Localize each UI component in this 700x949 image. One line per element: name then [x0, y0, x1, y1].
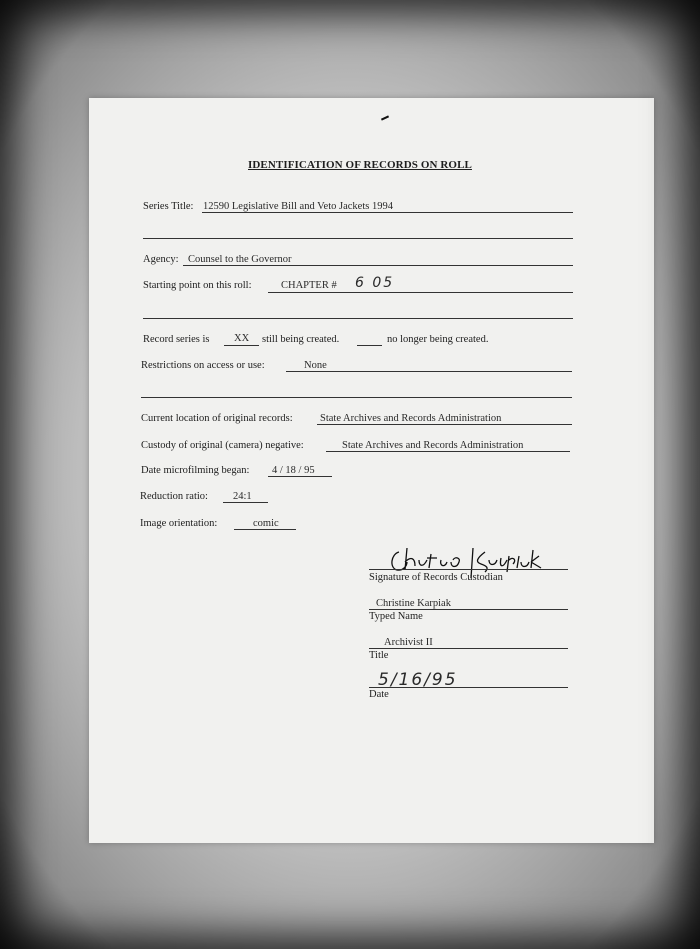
starting-point-line	[268, 292, 573, 293]
restrictions-line-2	[141, 397, 572, 398]
starting-point-line-2	[143, 318, 573, 319]
reduction-line	[223, 502, 268, 503]
form-title: IDENTIFICATION OF RECORDS ON ROLL	[248, 159, 472, 171]
date-line	[369, 687, 568, 688]
series-title-label: Series Title:	[143, 201, 194, 212]
orientation-value: comic	[253, 518, 279, 529]
signature-line	[369, 569, 568, 570]
starting-point-label: Starting point on this roll:	[143, 280, 252, 291]
reduction-value: 24:1	[233, 491, 252, 502]
restrictions-label: Restrictions on access or use:	[141, 360, 265, 371]
location-line	[317, 424, 572, 425]
still-created-label: still being created.	[262, 334, 340, 345]
orientation-label: Image orientation:	[140, 518, 218, 529]
agency-value: Counsel to the Governor	[188, 254, 292, 265]
date-value: 5/16/95	[378, 670, 458, 690]
agency-line	[183, 265, 573, 266]
orientation-line	[234, 529, 296, 530]
still-created-mark: XX	[234, 333, 250, 344]
title-line	[369, 648, 568, 649]
title-label: Title	[369, 650, 389, 661]
date-began-value: 4 / 18 / 95	[272, 465, 315, 476]
custody-label: Custody of original (camera) negative:	[141, 440, 304, 451]
title-value: Archivist II	[384, 637, 433, 648]
chapter-prefix: CHAPTER #	[281, 280, 337, 291]
typed-name-label: Typed Name	[369, 611, 423, 622]
restrictions-line	[286, 371, 572, 372]
no-longer-line	[357, 345, 382, 346]
location-label: Current location of original records:	[141, 413, 293, 424]
chapter-number: 6 05	[355, 275, 395, 291]
no-longer-label: no longer being created.	[387, 334, 489, 345]
location-value: State Archives and Records Administration	[320, 413, 502, 424]
date-began-line	[268, 476, 332, 477]
series-title-value: 12590 Legislative Bill and Veto Jackets 1994	[203, 201, 393, 212]
reduction-label: Reduction ratio:	[140, 491, 208, 502]
date-began-label: Date microfilming began:	[141, 465, 250, 476]
custody-line	[326, 451, 570, 452]
signature-label: Signature of Records Custodian	[369, 572, 503, 583]
series-title-line-2	[143, 238, 573, 239]
still-created-line	[224, 345, 259, 346]
series-title-line	[202, 212, 573, 213]
typed-name-value: Christine Karpiak	[376, 598, 451, 609]
date-label: Date	[369, 689, 389, 700]
custody-value: State Archives and Records Administration	[342, 440, 524, 451]
typed-name-line	[369, 609, 568, 610]
record-series-label: Record series is	[143, 334, 210, 345]
restrictions-value: None	[304, 360, 327, 371]
agency-label: Agency:	[143, 254, 179, 265]
